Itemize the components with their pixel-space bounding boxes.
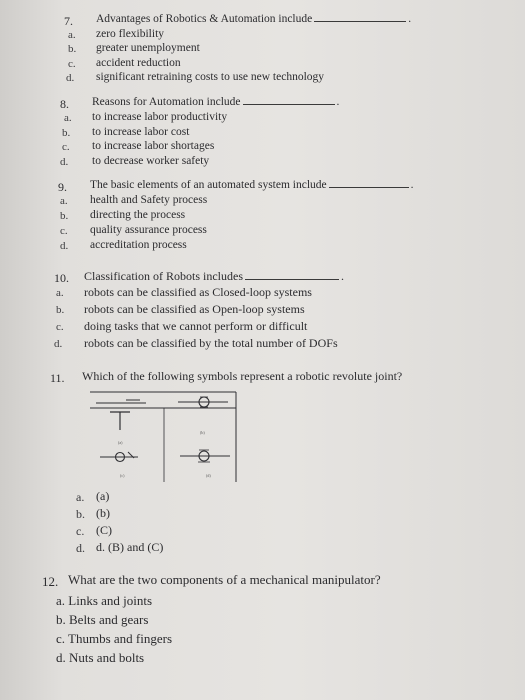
option-letter: c.: [62, 141, 70, 153]
question-stem: What are the two components of a mechanical manipulator?: [68, 572, 381, 587]
option-b[interactable]: robots can be classified as Open-loop systems: [84, 302, 305, 316]
label-a: (a): [118, 440, 123, 445]
answer-blank[interactable]: [314, 20, 406, 22]
option-c[interactable]: quality assurance process: [90, 224, 207, 236]
option-letter: b.: [60, 210, 69, 222]
option-c[interactable]: to increase labor shortages: [92, 140, 215, 152]
joint-symbols-diagram: [88, 382, 238, 484]
option-letter: a.: [56, 287, 64, 299]
option-d[interactable]: [56, 650, 144, 666]
symbol-b[interactable]: [178, 397, 228, 407]
label-c: (c): [120, 473, 125, 478]
option-letter: d.: [56, 650, 66, 665]
option-letter: a.: [64, 112, 72, 124]
option-letter: c.: [76, 524, 85, 538]
option-b[interactable]: greater unemployment: [96, 42, 200, 54]
symbol-d[interactable]: [180, 450, 230, 462]
option-d[interactable]: to decrease worker safety: [92, 155, 210, 167]
symbol-c[interactable]: [100, 452, 138, 462]
option-c[interactable]: (C): [96, 523, 112, 537]
symbol-a[interactable]: [96, 400, 146, 430]
option-letter: d.: [76, 541, 85, 555]
option-b[interactable]: [56, 612, 148, 628]
option-c[interactable]: doing tasks that we cannot perform or difficult: [84, 319, 308, 333]
question-stem: Which of the following symbols represent a robotic revolute joint?: [82, 369, 403, 383]
option-letter: d.: [60, 156, 69, 168]
option-a[interactable]: zero flexibility: [96, 28, 165, 40]
question-stem: Classification of Robots includes .: [84, 269, 344, 283]
option-c[interactable]: [56, 631, 172, 647]
option-text: Thumbs and fingers: [68, 631, 173, 646]
question-number: 7.: [64, 14, 73, 28]
option-letter: b.: [68, 43, 77, 55]
option-a[interactable]: [56, 593, 152, 609]
option-b[interactable]: to increase labor cost: [92, 126, 190, 138]
joint-symbols-figure: [88, 382, 238, 484]
question-stem: Reasons for Automation include .: [92, 96, 340, 108]
option-letter: c.: [68, 58, 76, 70]
label-b: (b): [200, 430, 205, 435]
option-letter: b.: [56, 612, 66, 627]
label-d: (d): [206, 473, 211, 478]
option-letter: b.: [62, 127, 71, 139]
option-text: Belts and gears: [69, 612, 149, 627]
option-letter: d.: [60, 240, 69, 252]
option-letter: d.: [66, 72, 75, 84]
option-text: Nuts and bolts: [69, 650, 145, 665]
answer-blank[interactable]: [329, 186, 409, 188]
option-letter: a.: [56, 593, 66, 608]
option-c[interactable]: accident reduction: [96, 57, 181, 69]
question-stem: Advantages of Robotics & Automation include .: [96, 13, 412, 25]
option-d[interactable]: robots can be classified by the total number of DOFs: [84, 336, 338, 350]
question-number: 8.: [60, 97, 69, 111]
option-letter: c.: [56, 321, 64, 333]
option-a[interactable]: robots can be classified as Closed-loop systems: [84, 285, 312, 299]
option-letter: a.: [60, 195, 68, 207]
option-a[interactable]: to increase labor productivity: [92, 111, 228, 123]
option-a[interactable]: health and Safety process: [90, 194, 208, 206]
option-b[interactable]: directing the process: [90, 209, 186, 221]
question-number: 9.: [58, 180, 67, 194]
option-letter: b.: [56, 304, 65, 316]
option-letter: a.: [68, 29, 76, 41]
question-number: 12.: [42, 574, 59, 589]
question-number: 10.: [54, 271, 69, 285]
option-letter: c.: [56, 631, 66, 646]
question-number: 11.: [50, 371, 65, 385]
option-b[interactable]: (b): [96, 506, 110, 520]
option-letter: d.: [54, 338, 63, 350]
option-letter: a.: [76, 490, 85, 504]
option-a[interactable]: (a): [96, 489, 110, 503]
option-text: Links and joints: [68, 593, 153, 608]
answer-blank[interactable]: [245, 278, 339, 280]
option-d[interactable]: significant retraining costs to use new technology: [96, 71, 325, 83]
option-letter: c.: [60, 225, 68, 237]
option-d[interactable]: d. (B) and (C): [96, 540, 164, 554]
answer-blank[interactable]: [243, 103, 335, 105]
question-stem: The basic elements of an automated system include .: [90, 179, 414, 191]
option-letter: b.: [76, 507, 85, 521]
option-d[interactable]: accreditation process: [90, 239, 187, 251]
